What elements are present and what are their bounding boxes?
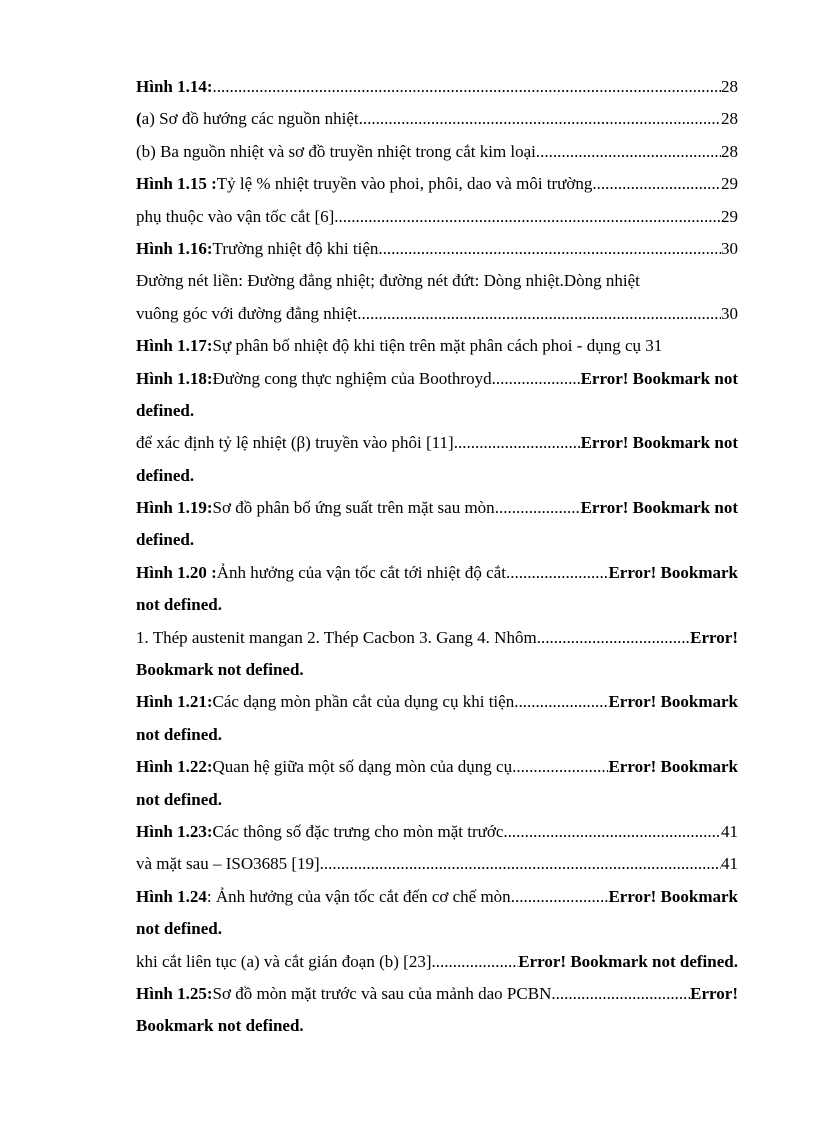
dot-leader [431, 949, 518, 974]
entry-text: và mặt sau – ISO3685 [19] [136, 854, 320, 874]
toc-entry-continuation [136, 916, 738, 948]
dot-leader [458, 430, 581, 455]
figure-label: Hình 1.16: [136, 238, 213, 258]
toc-entry[interactable] [136, 884, 738, 916]
error-bookmark: Error! Bookmark [608, 562, 738, 582]
toc-entry[interactable] [136, 333, 738, 365]
dot-leader [495, 495, 581, 520]
entry-text: Các dạng mòn phần cắt của dụng cụ khi tiện [212, 692, 515, 712]
figure-label: Hình 1.24 [136, 886, 207, 906]
toc-entry-continuation [136, 657, 738, 689]
dot-leader [503, 819, 721, 844]
error-bookmark: Error! Bookmark not [580, 498, 738, 518]
entry-text: ) Sơ đồ hướng các nguồn nhiệt. [149, 109, 363, 129]
page-number: 28 [721, 141, 738, 161]
dot-leader [506, 560, 608, 585]
dot-leader [551, 981, 690, 1006]
toc-entry[interactable] [136, 754, 738, 786]
figure-label: Hình 1.22: [136, 757, 213, 777]
entry-text: 1. Thép austenit mangan 2. Thép Cacbon 3. Gang 4. Nhôm [136, 627, 537, 647]
dot-leader [320, 851, 721, 876]
toc-entry[interactable] [136, 366, 738, 398]
paren-open: ( [136, 109, 142, 129]
error-bookmark: Error! Bookmark [608, 886, 738, 906]
toc-entry-continuation [136, 1013, 738, 1045]
dot-leader [592, 171, 721, 196]
entry-letter: a [141, 109, 150, 129]
entry-text: khi cắt liên tục (a) và cắt gián đoạn (b) [23] [136, 951, 432, 971]
entry-text: để xác định tỷ lệ nhiệt (β) truyền vào phôi [11]. [136, 433, 458, 453]
error-bookmark: Error! Bookmark not [580, 368, 738, 388]
entry-text: vuông góc với đường đẳng nhiệt [136, 303, 358, 323]
error-bookmark: Error! Bookmark [608, 692, 738, 712]
error-bookmark: not defined. [136, 724, 222, 744]
error-bookmark: not defined. [136, 919, 222, 939]
page-number: 29 [721, 174, 738, 194]
toc-entry[interactable] [136, 851, 738, 883]
dot-leader [492, 366, 581, 391]
error-bookmark: Bookmark not defined. [136, 660, 304, 680]
page-number: 29 [721, 206, 738, 226]
toc-entry[interactable] [136, 430, 738, 462]
figure-label: Hình 1.25: [136, 983, 213, 1003]
dot-leader [537, 625, 690, 650]
toc-entry[interactable] [136, 236, 738, 268]
entry-text: : Ảnh hưởng của vận tốc cắt đến cơ chế mòn [206, 886, 511, 906]
table-of-figures [136, 74, 738, 1046]
error-bookmark: Error! [690, 627, 738, 647]
toc-entry[interactable] [136, 560, 738, 592]
entry-text: Trường nhiệt độ khi tiện [212, 238, 379, 258]
toc-entry[interactable] [136, 301, 738, 333]
page-number: 41 [721, 821, 738, 841]
dot-leader [540, 139, 721, 164]
error-bookmark: Bookmark not defined. [136, 1016, 304, 1036]
error-bookmark: defined. [136, 465, 195, 485]
page-number: 41 [721, 854, 738, 874]
entry-text: Sự phân bố nhiệt độ khi tiện trên mặt phân cách phoi - dụng cụ 31 [212, 336, 663, 356]
entry-text: Đường nét liền: Đường đẳng nhiệt; đường nét đứt: Dòng nhiệt.Dòng nhiệt [136, 271, 640, 291]
figure-label: Hình 1.21: [136, 692, 213, 712]
error-bookmark: defined. [136, 530, 195, 550]
entry-text: Sơ đồ mòn mặt trước và sau của mảnh dao PCBN [212, 983, 552, 1003]
dot-leader [511, 884, 609, 909]
entry-text: Quan hệ giữa một số dạng mòn của dụng cụ [212, 757, 513, 777]
toc-entry[interactable] [136, 819, 738, 851]
error-bookmark: Error! Bookmark not [580, 433, 738, 453]
error-bookmark: Error! Bookmark not defined. [518, 951, 738, 971]
dot-leader [514, 689, 608, 714]
figure-label: Hình 1.19: [136, 498, 213, 518]
error-bookmark: Error! Bookmark [608, 757, 738, 777]
figure-label: Hình 1.20 : [136, 562, 217, 582]
entry-text: Ảnh hưởng của vận tốc cắt tới nhiệt độ cắt [216, 562, 506, 582]
dot-leader [378, 236, 721, 261]
toc-entry[interactable] [136, 268, 738, 300]
toc-entry[interactable] [136, 689, 738, 721]
toc-entry[interactable] [136, 106, 738, 138]
toc-entry-continuation [136, 787, 738, 819]
toc-entry[interactable] [136, 981, 738, 1013]
dot-leader [512, 754, 608, 779]
dot-leader [363, 106, 721, 131]
figure-label: Hình 1.15 : [136, 174, 217, 194]
toc-entry[interactable] [136, 495, 738, 527]
dot-leader [334, 204, 721, 229]
toc-entry[interactable] [136, 204, 738, 236]
error-bookmark: defined. [136, 400, 195, 420]
page-number: 30 [721, 303, 738, 323]
entry-text: Tỷ lệ % nhiệt truyền vào phoi, phôi, dao và môi trường [216, 174, 593, 194]
figure-label: Hình 1.17: [136, 336, 213, 356]
error-bookmark: not defined. [136, 789, 222, 809]
page-number: 28 [721, 77, 738, 96]
page-number: 30 [721, 238, 738, 258]
figure-label: Hình 1.14: [136, 77, 213, 96]
entry-text: Sơ đồ phân bố ứng suất trên mặt sau mòn [212, 498, 495, 518]
toc-entry[interactable] [136, 74, 738, 106]
error-bookmark: Error! [690, 983, 738, 1003]
toc-entry-continuation [136, 527, 738, 559]
page-number: 28 [721, 109, 738, 129]
entry-text: Các thông số đặc trưng cho mòn mặt trước [212, 821, 504, 841]
entry-text: Đường cong thực nghiệm của Boothroyd [212, 368, 492, 388]
figure-label: Hình 1.23: [136, 821, 213, 841]
toc-entry[interactable] [136, 949, 738, 981]
toc-entry-continuation [136, 398, 738, 430]
toc-entry-continuation [136, 463, 738, 495]
dot-leader [213, 74, 721, 99]
toc-entry-continuation [136, 592, 738, 624]
toc-entry-continuation [136, 722, 738, 754]
figure-label: Hình 1.18: [136, 368, 213, 388]
toc-entry[interactable] [136, 171, 738, 203]
entry-text: phụ thuộc vào vận tốc cắt [6] [136, 206, 335, 226]
toc-entry[interactable] [136, 625, 738, 657]
error-bookmark: not defined. [136, 595, 222, 615]
dot-leader [357, 301, 721, 326]
toc-entry[interactable] [136, 139, 738, 171]
entry-text: (b) Ba nguồn nhiệt và sơ đồ truyền nhiệt trong cắt kim loại. [136, 141, 541, 161]
